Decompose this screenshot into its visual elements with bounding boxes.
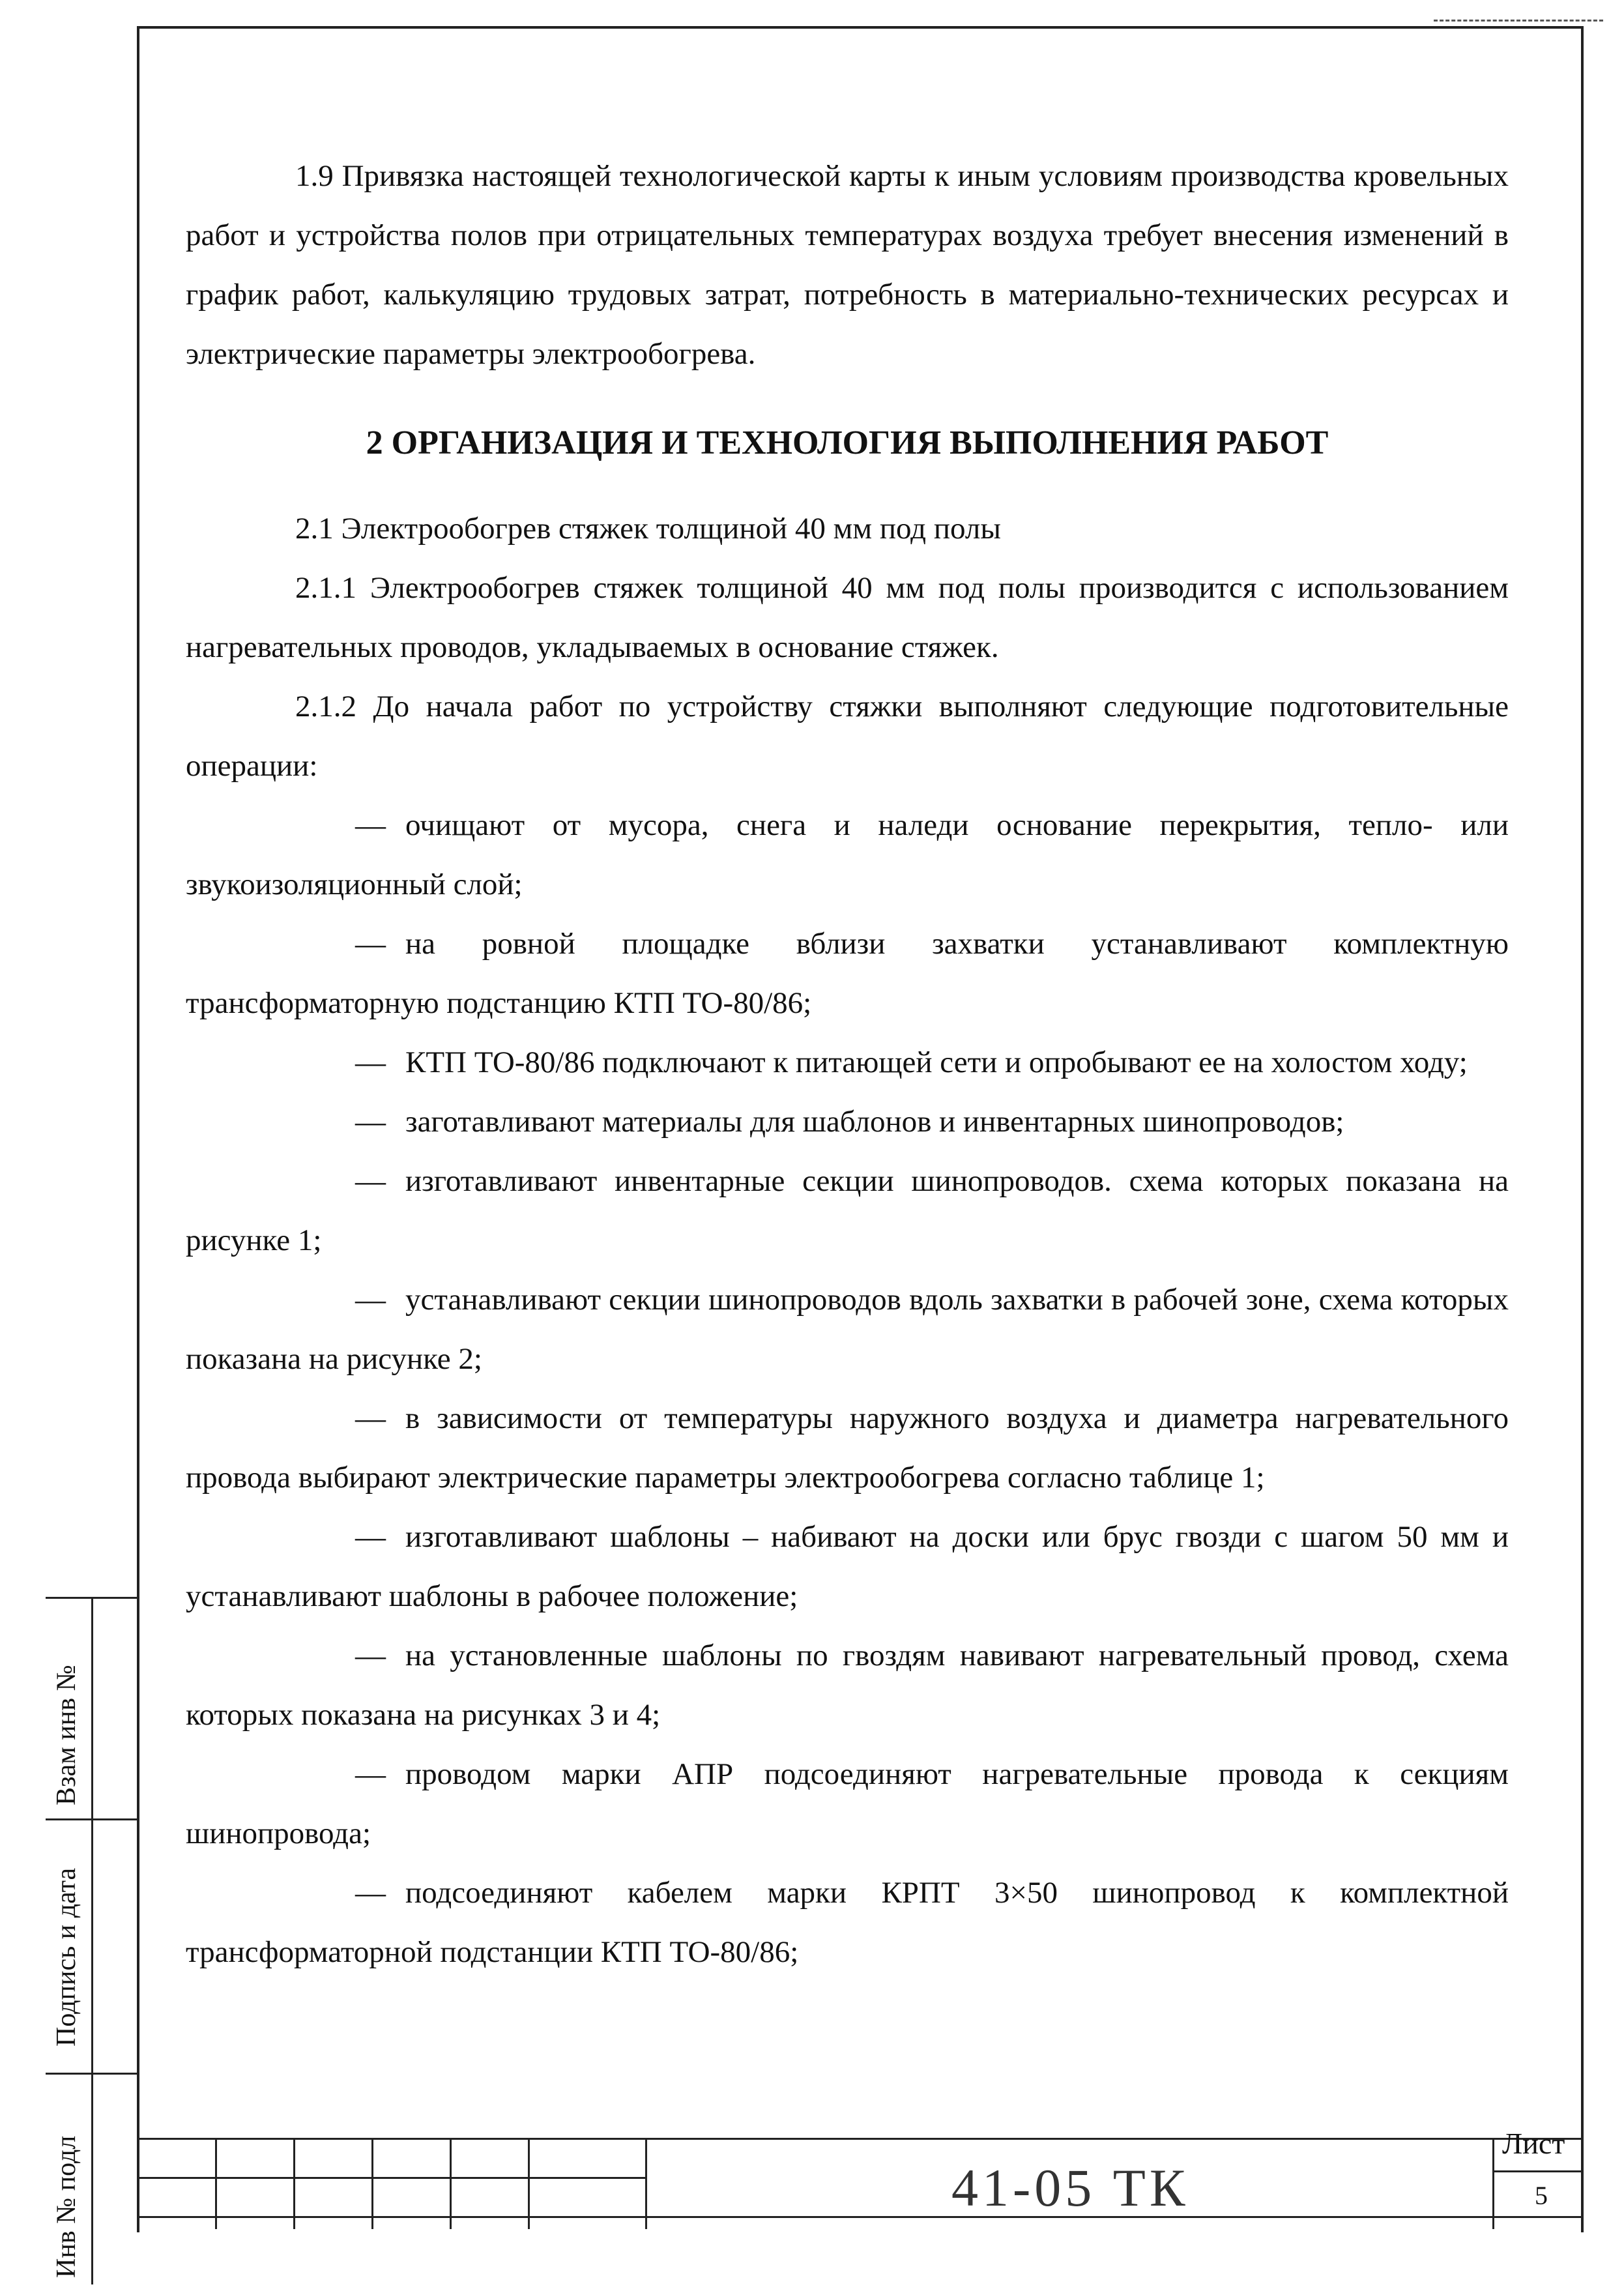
- title-block-col: [371, 2138, 373, 2229]
- paragraph-2-1: 2.1 Электрообогрев стяжек толщиной 40 мм под полы: [295, 512, 1001, 546]
- title-block-top-line: [137, 2138, 1584, 2140]
- sheet-cell-divider: [1492, 2170, 1584, 2172]
- list-item: — изготавливают шаблоны – набивают на доски или брус гвозди с шагом 50 мм и устанавливают шаблоны в рабочее положение;: [186, 1520, 1509, 1613]
- sheet-number: 5: [1535, 2181, 1548, 2210]
- document-code: 41-05 ТК: [951, 2158, 1189, 2217]
- list-item: — в зависимости от температуры наружного воздуха и диаметра нагревательного провода выбирают электрические параметры электрообогрева согласно таблице 1;: [186, 1401, 1509, 1495]
- section-heading: 2 ОРГАНИЗАЦИЯ И ТЕХНОЛОГИЯ ВЫПОЛНЕНИЯ РАБОТ: [366, 424, 1329, 461]
- list-item: — подсоединяют кабелем марки КРПТ 3×50 шинопровод к комплектной трансформаторной подстанции КТП ТО-80/86;: [186, 1876, 1509, 1969]
- title-block-col: [528, 2138, 530, 2229]
- top-dashed-line: [1434, 20, 1603, 22]
- title-block-col: [215, 2138, 217, 2229]
- stamp-inv-label: Инв № подл: [51, 2135, 81, 2278]
- title-block-bottom-line: [137, 2216, 1584, 2218]
- document-body: [186, 147, 1509, 1982]
- list-item: — на установленные шаблоны по гвоздям навивают нагревательный провод, схема которых показана на рисунках 3 и 4;: [186, 1639, 1509, 1732]
- sheet-cell-left-line: [1492, 2138, 1494, 2229]
- list-item: — проводом марки АПР подсоединяют нагревательные провода к секциям шинопровода;: [186, 1757, 1509, 1850]
- title-block-mid-line: [137, 2177, 645, 2179]
- list-item: — изготавливают инвентарные секции шинопроводов. схема которых показана на рисунке 1;: [186, 1164, 1509, 1257]
- sheet-label: Лист: [1502, 2127, 1565, 2160]
- stamp-vzam-label: Взам инв №: [51, 1665, 81, 1805]
- list-item: — устанавливают секции шинопроводов вдоль захватки в рабочей зоне, схема которых показана на рисунке 2;: [186, 1283, 1509, 1376]
- stamp-podpis-label: Подпись и дата: [51, 1867, 81, 2047]
- paragraph-1-9: 1.9 Привязка настоящей технологической карты к иным условиям производства кровельных работ и устройства полов при отрицательных температурах воздуха требует внесения изменений в график работ, калькуляцию трудовых затрат, потребность в материально-технических ресурсах и электрические параметры электрообогрева.: [186, 159, 1509, 371]
- list-item: — заготавливают материалы для шаблонов и инвентарных шинопроводов;: [355, 1105, 1344, 1139]
- list-item: — КТП ТО-80/86 подключают к питающей сети и опробывают ее на холостом ходу;: [355, 1045, 1468, 1079]
- paragraph-2-1-2: 2.1.2 До начала работ по устройству стяжки выполняют следующие подготовительные операции:: [186, 690, 1509, 783]
- title-block-col: [645, 2138, 647, 2229]
- title-block-col: [450, 2138, 452, 2229]
- title-block-col: [293, 2138, 295, 2229]
- stamp-vertical-divider: [91, 1597, 93, 2284]
- list-item: — на ровной площадке вблизи захватки устанавливают комплектную трансформаторную подстанцию КТП ТО-80/86;: [186, 927, 1509, 1020]
- paragraph-2-1-1: 2.1.1 Электрообогрев стяжек толщиной 40 мм под полы производится с использованием нагревательных проводов, укладываемых в основание стяжек.: [186, 571, 1509, 664]
- list-item: — очищают от мусора, снега и наледи основание перекрытия, тепло- или звукоизоляционный слой;: [186, 808, 1509, 901]
